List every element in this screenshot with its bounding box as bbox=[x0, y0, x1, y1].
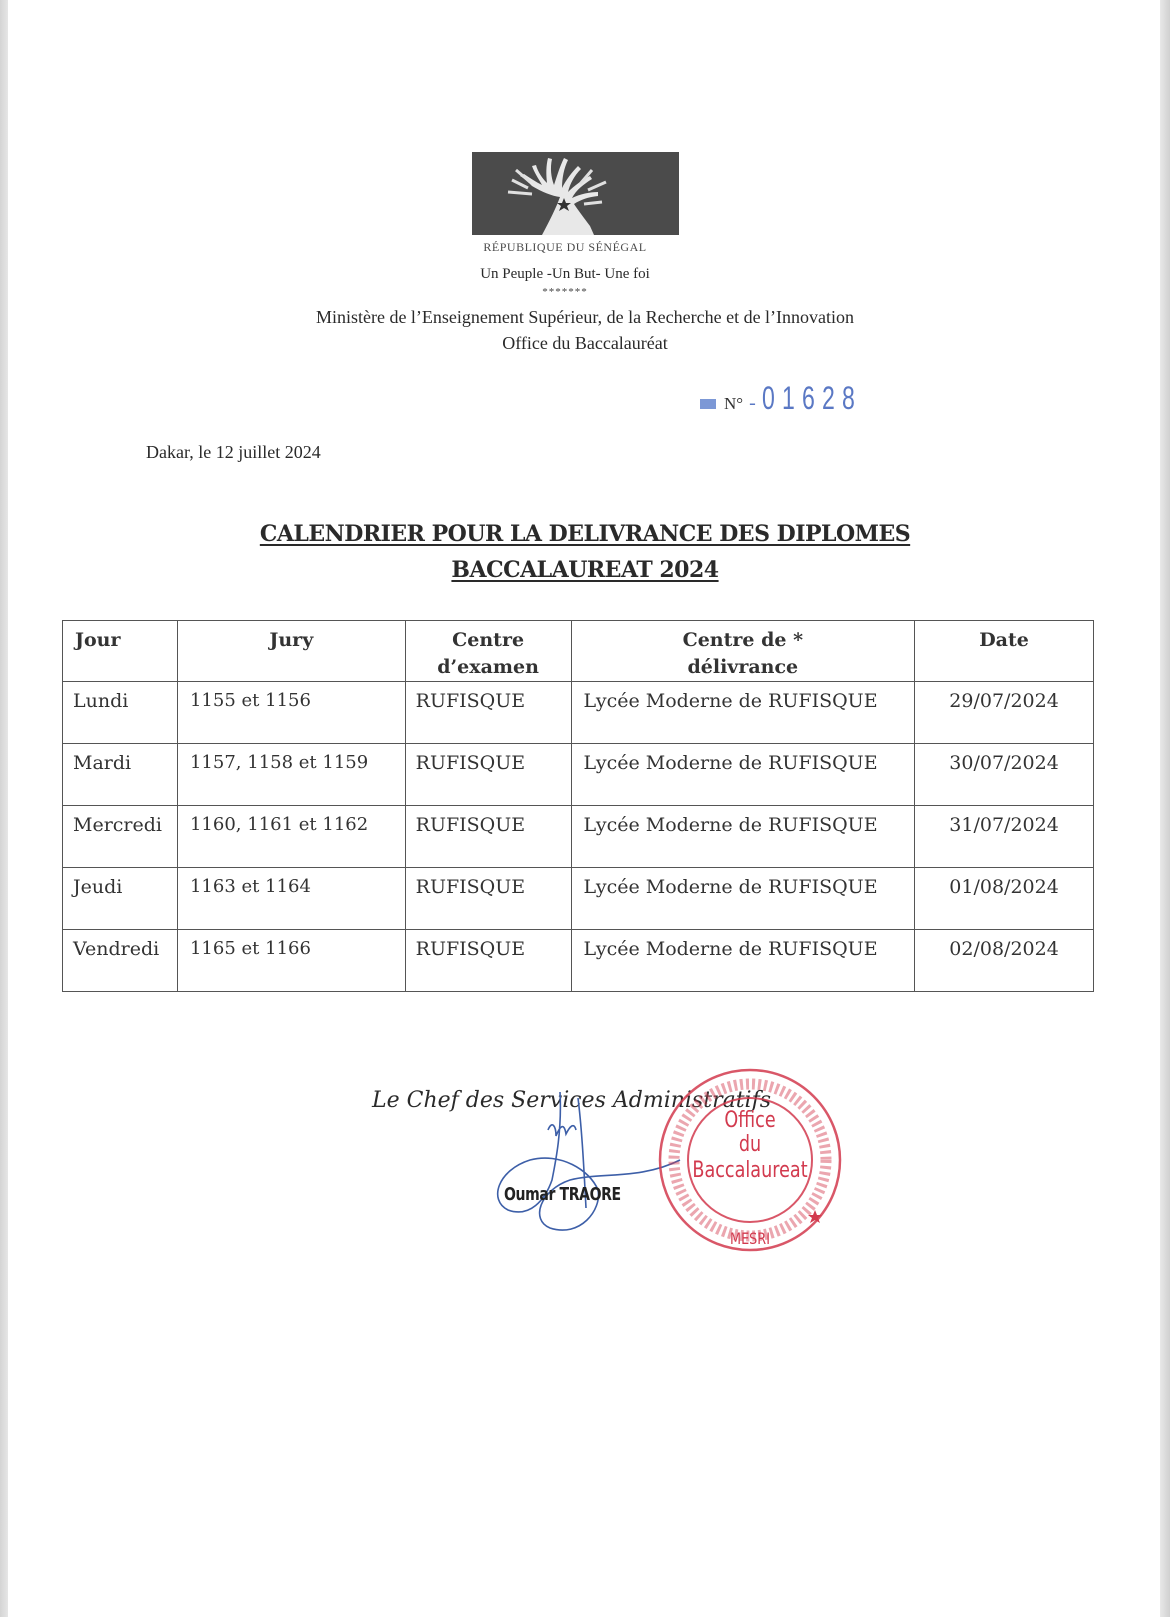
cell-jour: Mercredi bbox=[63, 806, 178, 868]
stamp-line-3: Baccalaureat bbox=[692, 1158, 808, 1183]
cell-jour: Jeudi bbox=[63, 868, 178, 930]
cell-centre-examen: RUFISQUE bbox=[405, 868, 571, 930]
table-row bbox=[63, 806, 1094, 868]
cell-jour: Vendredi bbox=[63, 930, 178, 992]
place-and-date: Dakar, le 12 juillet 2024 bbox=[146, 442, 321, 462]
title-line-1: CALENDRIER POUR LA DELIVRANCE DES DIPLOMES bbox=[259, 521, 911, 547]
column-header-jour: Jour bbox=[63, 621, 178, 682]
cell-date: 01/08/2024 bbox=[915, 868, 1094, 930]
stamp-flag-icon bbox=[700, 399, 716, 409]
stamp-bottom-text: MESRI bbox=[730, 1229, 770, 1248]
separator-stars: ******* bbox=[542, 286, 588, 298]
reference-number-stamp bbox=[700, 380, 901, 417]
cell-date: 30/07/2024 bbox=[915, 744, 1094, 806]
table-row bbox=[63, 744, 1094, 806]
column-header-centre-examen bbox=[405, 621, 571, 682]
cell-centre-delivrance: Lycée Moderne de RUFISQUE bbox=[571, 682, 915, 744]
cell-centre-delivrance: Lycée Moderne de RUFISQUE bbox=[571, 868, 915, 930]
cell-jury: 1155 et 1156 bbox=[177, 682, 405, 744]
cell-centre-examen: RUFISQUE bbox=[405, 682, 571, 744]
cell-jour: Mardi bbox=[63, 744, 178, 806]
table-row bbox=[63, 682, 1094, 744]
header-text: délivrance bbox=[687, 656, 799, 678]
cell-jury: 1165 et 1166 bbox=[177, 930, 405, 992]
calendar-table bbox=[62, 620, 1094, 992]
cell-date: 29/07/2024 bbox=[915, 682, 1094, 744]
reference-dash: - bbox=[749, 392, 756, 414]
table-row bbox=[63, 930, 1094, 992]
baobab-emblem-icon bbox=[472, 152, 679, 235]
cell-centre-delivrance: Lycée Moderne de RUFISQUE bbox=[571, 806, 915, 868]
table-row bbox=[63, 868, 1094, 930]
cell-jury: 1157, 1158 et 1159 bbox=[177, 744, 405, 806]
reference-label: N° bbox=[724, 394, 744, 413]
office-name: Office du Baccalauréat bbox=[502, 333, 668, 353]
header-text: d’examen bbox=[437, 656, 539, 678]
cell-centre-examen: RUFISQUE bbox=[405, 806, 571, 868]
stamp-line-1: Office bbox=[724, 1108, 776, 1133]
title-line-2: BACCALAUREAT 2024 bbox=[451, 557, 719, 583]
table-header-row bbox=[63, 621, 1094, 682]
stamp-line-2: du bbox=[738, 1132, 762, 1157]
page-edge-right bbox=[1160, 0, 1170, 1617]
column-header-centre-delivrance bbox=[571, 621, 915, 682]
cell-centre-examen: RUFISQUE bbox=[405, 930, 571, 992]
national-motto: Un Peuple -Un But- Une foi bbox=[480, 266, 650, 282]
column-header-jury: Jury bbox=[177, 621, 405, 682]
country-name: RÉPUBLIQUE DU SÉNÉGAL bbox=[483, 240, 647, 254]
cell-date: 31/07/2024 bbox=[915, 806, 1094, 868]
header-text: Centre bbox=[452, 629, 525, 651]
column-header-date: Date bbox=[915, 621, 1094, 682]
cell-centre-delivrance: Lycée Moderne de RUFISQUE bbox=[571, 744, 915, 806]
signer-name: Oumar TRAORE bbox=[504, 1184, 621, 1205]
cell-date: 02/08/2024 bbox=[915, 930, 1094, 992]
official-stamp bbox=[655, 1060, 845, 1260]
cell-centre-delivrance: Lycée Moderne de RUFISQUE bbox=[571, 930, 915, 992]
document-title bbox=[100, 516, 1070, 588]
cell-jury: 1163 et 1164 bbox=[177, 868, 405, 930]
signatory-title: Le Chef des Services Administratifs bbox=[372, 1088, 772, 1113]
reference-number: 01628 bbox=[761, 380, 862, 416]
cell-jour: Lundi bbox=[63, 682, 178, 744]
ministry-name: Ministère de l’Enseignement Supérieur, de la Recherche et de l’Innovation bbox=[315, 307, 855, 327]
cell-jury: 1160, 1161 et 1162 bbox=[177, 806, 405, 868]
header-text: Centre de * bbox=[682, 629, 804, 651]
page-edge-left bbox=[0, 0, 8, 1617]
cell-centre-examen: RUFISQUE bbox=[405, 744, 571, 806]
